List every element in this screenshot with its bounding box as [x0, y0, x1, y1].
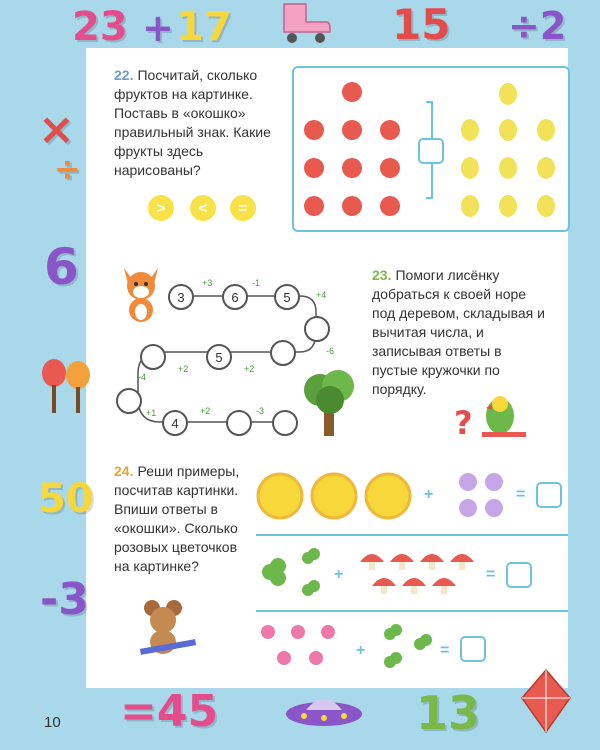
row-divider	[256, 610, 568, 612]
row-2-answer-box[interactable]	[506, 562, 532, 588]
task-23-number: 23.	[372, 267, 392, 283]
row-2-images	[256, 544, 496, 604]
step-label: +2	[200, 406, 211, 416]
task-22-answer-box[interactable]	[418, 138, 444, 164]
ufo-icon	[282, 690, 366, 734]
number-17: 17	[176, 4, 232, 50]
row-1-images	[254, 466, 554, 526]
task-22-text	[114, 66, 288, 180]
page-number: 10	[44, 714, 61, 731]
task-24-body: Реши примеры, посчитав картинки. Впиши ответы в «окошки». Сколько розовых цветочков на картинке?	[114, 463, 240, 574]
clover-icons	[384, 624, 432, 668]
equals-sign: =	[486, 566, 496, 583]
sign-greater-button[interactable]: >	[148, 195, 174, 221]
path-circle-3: 5	[274, 284, 300, 310]
step-label: +2	[178, 364, 189, 374]
divide-2: ÷2	[508, 4, 567, 48]
step-label: +2	[244, 364, 255, 374]
row-divider	[256, 534, 568, 536]
number-15: 15	[392, 0, 451, 49]
task-24-number: 24.	[114, 463, 134, 479]
sign-less-button[interactable]: <	[190, 195, 216, 221]
number-50: 50	[38, 476, 94, 522]
mouse-with-pencil-icon	[138, 596, 204, 662]
plus-sign: +	[142, 6, 174, 50]
maracas-icon	[36, 355, 96, 415]
path-circle-1: 3	[168, 284, 194, 310]
minus-3: -3	[40, 574, 89, 625]
step-label: +4	[316, 290, 327, 300]
divide-sign: ÷	[54, 150, 81, 188]
task-23-body: Помоги лисёнку добраться к своей норе под деревом, складывая и вычитая числа, и записывая ответы в пустые кружочки по порядку.	[372, 267, 545, 397]
row-1-answer-box[interactable]	[536, 482, 562, 508]
path-circle-9: 4	[162, 410, 188, 436]
tree-icon	[300, 364, 360, 440]
sign-equal-button[interactable]: =	[230, 195, 256, 221]
path-circle-8[interactable]	[116, 388, 142, 414]
task-24-text	[114, 462, 246, 576]
purple-flower-icons	[459, 473, 503, 517]
equals-45: =45	[120, 686, 219, 737]
path-circle-4[interactable]	[304, 316, 330, 342]
path-circle-11[interactable]	[272, 410, 298, 436]
pink-flower-icons	[261, 625, 335, 665]
plus-sign: +	[424, 486, 434, 503]
svg-text:?: ?	[454, 404, 473, 442]
step-label: -6	[326, 346, 335, 356]
kite-icon	[518, 668, 574, 738]
path-circle-7[interactable]	[140, 344, 166, 370]
path-circle-5[interactable]	[270, 340, 296, 366]
row-3-images	[256, 620, 446, 674]
task-22-number: 22.	[114, 67, 134, 83]
number-23: 23	[72, 4, 128, 50]
path-circle-6: 5	[206, 344, 232, 370]
parrot-icon	[452, 390, 532, 446]
step-label: +1	[146, 408, 157, 418]
step-label: -3	[256, 406, 265, 416]
row-3-answer-box[interactable]	[460, 636, 486, 662]
plus-sign: +	[356, 642, 366, 659]
task-23-text	[372, 266, 550, 399]
times-sign: ×	[38, 104, 75, 155]
number-6: 6	[44, 238, 79, 296]
path-circle-2: 6	[222, 284, 248, 310]
number-13: 13	[416, 686, 481, 740]
task-22-body: Посчитай, сколько фруктов на картинке. Поставь в «окошко» правильный знак. Какие фрукты здесь нарисованы?	[114, 67, 271, 178]
step-label: +3	[202, 278, 213, 288]
plus-sign: +	[334, 566, 344, 583]
clover-icons	[262, 548, 320, 596]
lemon-icons	[461, 83, 555, 217]
apple-icons	[304, 82, 400, 216]
mushroom-icons	[360, 554, 474, 594]
path-circle-10[interactable]	[226, 410, 252, 436]
step-label: -1	[252, 278, 261, 288]
step-label: -4	[138, 372, 147, 382]
equals-sign: =	[440, 642, 450, 659]
roller-skate-icon	[276, 0, 332, 44]
equals-sign: =	[516, 486, 526, 503]
sun-icons	[258, 474, 410, 518]
